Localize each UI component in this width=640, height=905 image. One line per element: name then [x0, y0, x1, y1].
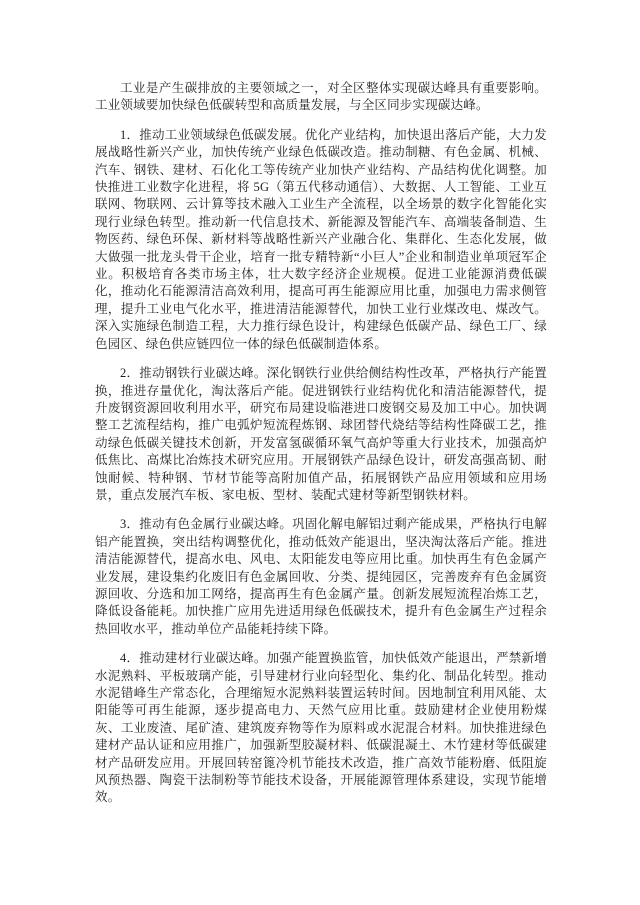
paragraph-nonferrous-metal-carbon-peak: 3．推动有色金属行业碳达峰。巩固化解电解铝过剩产能成果，严格执行电解铝产能置换，突出结构调整优化，推动低效产能退出，坚决淘汰落后产能。推进清洁能源替代，提高水电、风电、太阳能发电等应用比重。加快再生有色金属产业发展，建设集约化废旧有色金属回收、分类、提纯园区，完善废弃有色金属资源回收、分选和加工网络，提高再生有色金属产量。创新发展短流程冶炼工艺，降低设备能耗。加快推广应用先进适用绿色低碳技术，提升有色金属生产过程余热回收水平，推动单位产品能耗持续下降。	[95, 517, 547, 636]
paragraph-building-materials-carbon-peak: 4．推动建材行业碳达峰。加强产能置换监管，加快低效产能退出，严禁新增水泥熟料、平板玻璃产能，引导建材行业向轻型化、集约化、制品化转型。推动水泥错峰生产常态化，合理缩短水泥熟料装置运转时间。因地制宜利用风能、太阳能等可再生能源，逐步提高电力、天然气应用比重。鼓励建材企业使用粉煤灰、工业废渣、尾矿渣、建筑废弃物等作为原料或水泥混合材料。加快推进绿色建材产品认证和应用推广，加强新型胶凝材料、低碳混凝土、木竹建材等低碳建材产品研发应用。开展回转窑篦冷机节能技术改造，推广高效节能粉磨、低阻旋风预热器、陶瓷干法制粉等节能技术设备，开展能源管理体系建设，实现节能增效。	[95, 651, 547, 805]
paragraph-industry-green-development: 1．推动工业领域绿色低碳发展。优化产业结构，加快退出落后产能，大力发展战略性新兴产业，加快传统产业绿色低碳改造。推动制糖、有色金属、机械、汽车、钢铁、建材、石化化工等传统产业加快产业结构、产品结构优化调整。加快推进工业数字化进程，将 5G（第五代移动通信）、大数据、人工智能、工业互联网、物联网、云计算等技术融入工业生产全流程，以全场景的数字化智能化实现行业绿色转型。推动新一代信息技术、新能源及智能汽车、高端装备制造、生物医药、绿色环保、新材料等战略性新兴产业融合化、集群化、生态化发展，做大做强一批龙头骨干企业，培育一批专精特新“小巨人”企业和制造业单项冠军企业。积极培育各类市场主体，壮大数字经济企业规模。促进工业能源消费低碳化，推动化石能源清洁高效利用，提高可再生能源应用比重，加强电力需求侧管理，提升工业电气化水平，推进清洁能源替代，加快工业行业煤改电、煤改气。深入实施绿色制造工程，大力推行绿色设计，构建绿色低碳产品、绿色工厂、绿色园区、绿色供应链四位一体的绿色低碳制造体系。	[95, 127, 547, 351]
intro-paragraph: 工业是产生碳排放的主要领域之一，对全区整体实现碳达峰具有重要影响。工业领域要加快绿色低碳转型和高质量发展，与全区同步实现碳达峰。	[95, 81, 547, 113]
paragraph-steel-carbon-peak: 2．推动钢铁行业碳达峰。深化钢铁行业供给侧结构性改革，严格执行产能置换，推进存量优化，淘汰落后产能。促进钢铁行业结构优化和清洁能源替代，提升废钢资源回收利用水平，研究布局建设临港进口废钢交易及加工中心。加快调整工艺流程结构，推广电弧炉短流程炼钢、球团替代烧结等结构性降碳工艺，推动绿色低碳关键技术创新，开发富氢碳循环氧气高炉等重大行业技术，加强高炉低焦比、高煤比冶炼技术研究应用。开展钢铁产品绿色设计，研发高强高韧、耐蚀耐候、特种钢、节材节能等高附加值产品，拓展钢铁产品应用领域和应用场景，重点发展汽车板、家电板、型材、装配式建材等新型钢铁材料。	[95, 366, 547, 502]
